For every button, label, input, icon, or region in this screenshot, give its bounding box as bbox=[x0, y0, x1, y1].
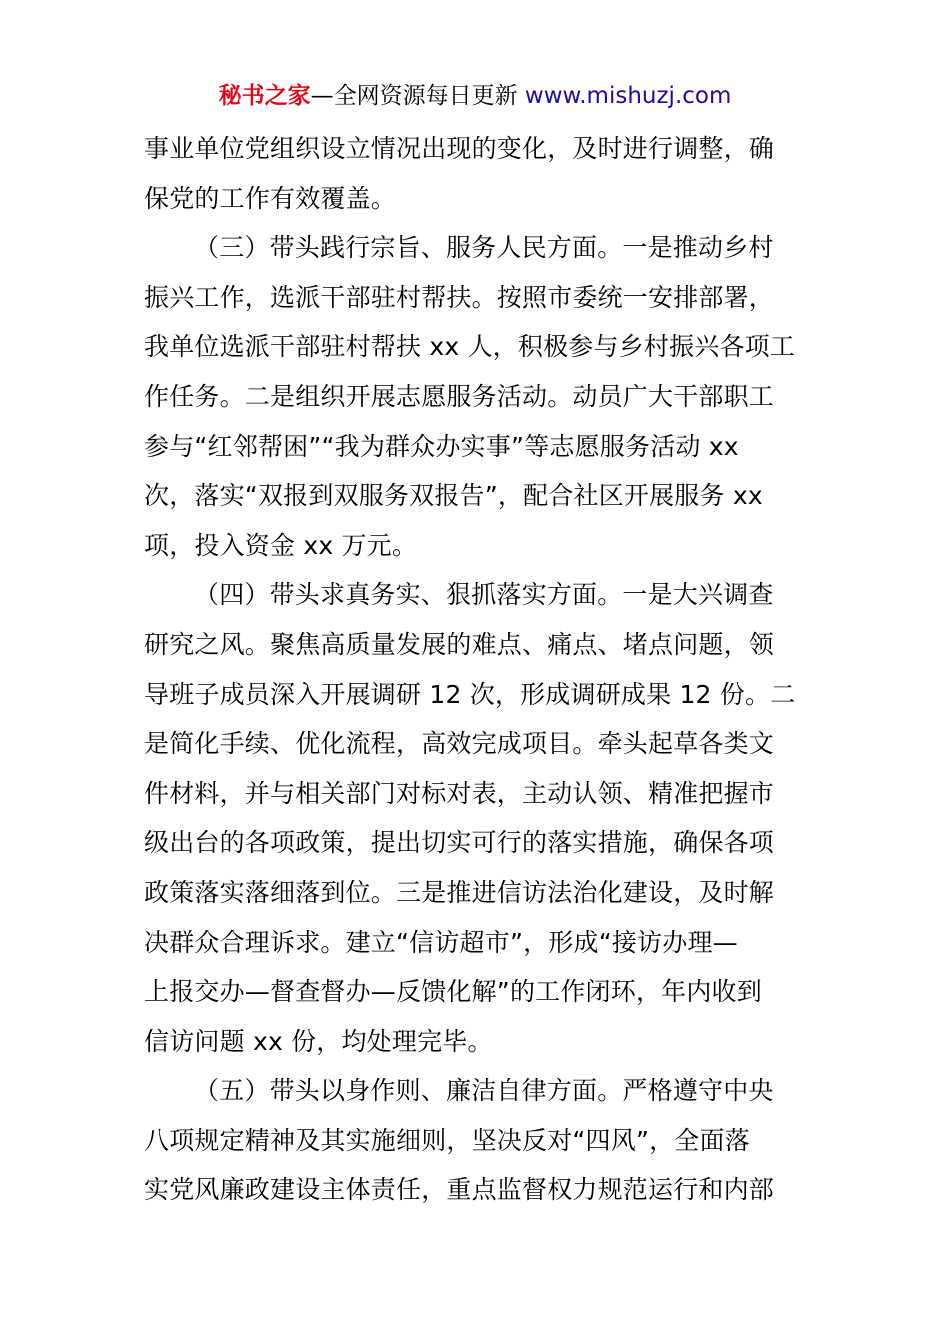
text-line: 导班子成员深入开展调研 12 次，形成调研成果 12 份。二 bbox=[144, 679, 796, 709]
text-line: 级出台的各项政策，提出切实可行的落实措施，确保各项 bbox=[144, 828, 775, 858]
text-line: 实党风廉政建设主体责任，重点监督权力规范运行和内部 bbox=[144, 1175, 775, 1205]
brand-name: 秘书之家 bbox=[218, 83, 311, 109]
text-line: 研究之风。聚焦高质量发展的难点、痛点、堵点问题，领 bbox=[144, 629, 775, 659]
section-heading-line: （五）带头以身作则、廉洁自律方面。严格遵守中央 bbox=[194, 1076, 774, 1106]
text-line: 保党的工作有效覆盖。 bbox=[144, 183, 397, 213]
text-line: 振兴工作，选派干部驻村帮扶。按照市委统一安排部署， bbox=[144, 282, 775, 312]
header-tagline: —全网资源每日更新 bbox=[310, 83, 518, 109]
text-line: 信访问题 xx 份，均处理完毕。 bbox=[144, 1026, 493, 1056]
text-line: 政策落实落细落到位。三是推进信访法治化建设，及时解 bbox=[144, 877, 775, 907]
section-heading-line: （四）带头求真务实、狠抓落实方面。一是大兴调查 bbox=[194, 580, 774, 610]
section-heading-line: （三）带头践行宗旨、服务人民方面。一是推动乡村 bbox=[194, 233, 774, 263]
text-line: 八项规定精神及其实施细则，坚决反对“四风”，全面落 bbox=[144, 1125, 750, 1155]
text-line: 决群众合理诉求。建立“信访超市”，形成“接访办理— bbox=[144, 927, 738, 957]
text-line: 件材料，并与相关部门对标对表，主动认领、精准把握市 bbox=[144, 778, 775, 808]
text-line: 是简化手续、优化流程，高效完成项目。牵头起草各类文 bbox=[144, 729, 775, 759]
text-line: 参与“红邻帮困”“我为群众办实事”等志愿服务活动 xx bbox=[144, 431, 739, 461]
text-line: 上报交办—督查督办—反馈化解”的工作闭环，年内收到 bbox=[144, 977, 762, 1007]
text-line: 作任务。二是组织开展志愿服务活动。动员广大干部职工 bbox=[144, 381, 775, 411]
text-line: 次，落实“双报到双服务双报告”，配合社区开展服务 xx bbox=[144, 481, 763, 511]
site-header bbox=[0, 80, 950, 112]
text-line: 项，投入资金 xx 万元。 bbox=[144, 530, 418, 560]
text-line: 我单位选派干部驻村帮扶 xx 人，积极参与乡村振兴各项工 bbox=[144, 332, 796, 362]
site-url-link[interactable]: www.mishuzj.com bbox=[524, 83, 732, 109]
document-body bbox=[144, 124, 814, 1215]
text-line: 事业单位党组织设立情况出现的变化，及时进行调整，确 bbox=[144, 134, 775, 163]
